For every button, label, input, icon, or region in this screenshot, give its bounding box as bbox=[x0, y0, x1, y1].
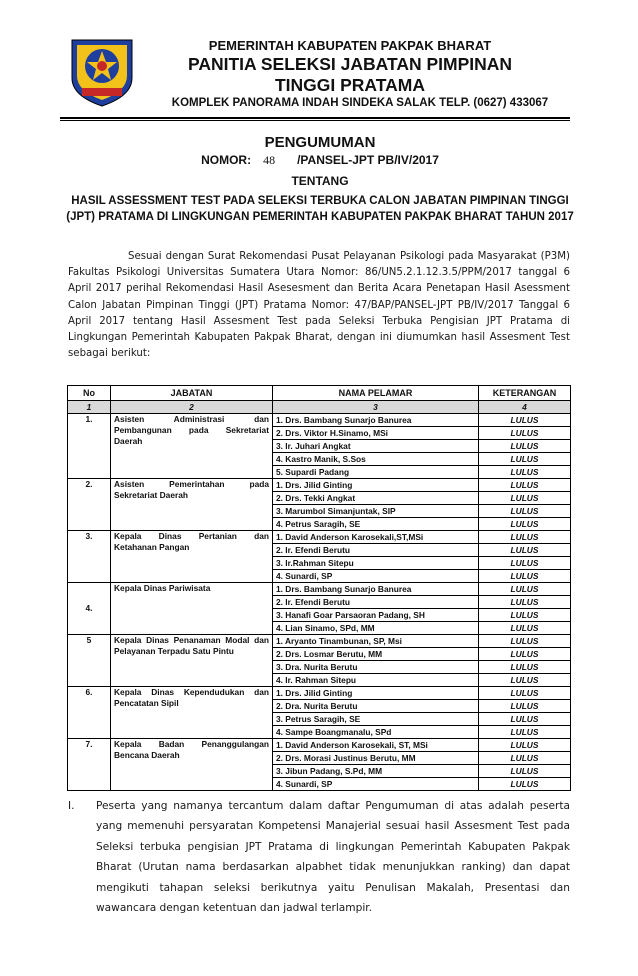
column-number-row bbox=[68, 401, 571, 414]
cell-keterangan: LULUS bbox=[479, 609, 571, 622]
cell-nama: 4. Lian Sinamo, SPd, MM bbox=[273, 622, 479, 635]
cell-nama: 1. David Anderson Karosekali,ST,MSi bbox=[273, 531, 479, 544]
cell-keterangan: LULUS bbox=[479, 674, 571, 687]
header-divider-thin bbox=[60, 120, 570, 121]
cell-keterangan: LULUS bbox=[479, 479, 571, 492]
cell-keterangan: LULUS bbox=[479, 713, 571, 726]
cell-jabatan: Kepala Dinas Kependudukan dan Pencatatan Sipil bbox=[111, 687, 273, 739]
cell-nama: 1. Drs. Bambang Sunarjo Banurea bbox=[273, 583, 479, 596]
cell-nama: 3. Dra. Nurita Berutu bbox=[273, 661, 479, 674]
cell-no: 3. bbox=[68, 531, 111, 583]
cell-nama: 1. Drs. Jilid Ginting bbox=[273, 479, 479, 492]
header-address: KOMPLEK PANORAMA INDAH SINDEKA SALAK TELP. (0627) 433067 bbox=[171, 97, 549, 109]
cell-nama: 4. Sampe Boangmanalu, SPd bbox=[273, 726, 479, 739]
table-row bbox=[68, 687, 571, 700]
cell-keterangan: LULUS bbox=[479, 622, 571, 635]
cell-nama: 3. Jibun Padang, S.Pd, MM bbox=[273, 765, 479, 778]
cell-nama: 2. Drs. Tekki Angkat bbox=[273, 492, 479, 505]
notes-list bbox=[68, 796, 570, 918]
cell-jabatan: Asisten Pemerintahan pada Sekretariat Daerah bbox=[111, 479, 273, 531]
col-header-nama: NAMA PELAMAR bbox=[273, 386, 479, 401]
table-row bbox=[68, 583, 571, 596]
note-item bbox=[68, 796, 570, 918]
doc-title: PENGUMUMAN bbox=[264, 134, 376, 151]
cell-no: 5 bbox=[68, 635, 111, 687]
table-row bbox=[68, 531, 571, 544]
table-header-row bbox=[68, 386, 571, 401]
cell-keterangan: LULUS bbox=[479, 635, 571, 648]
cell-no: 7. bbox=[68, 739, 111, 791]
cell-nama: 2. Ir. Efendi Berutu bbox=[273, 596, 479, 609]
cell-keterangan: LULUS bbox=[479, 505, 571, 518]
header-committee: PANITIA SELEKSI JABATAN PIMPINAN bbox=[187, 54, 513, 74]
cell-keterangan: LULUS bbox=[479, 661, 571, 674]
cell-keterangan: LULUS bbox=[479, 414, 571, 427]
col-number: 4 bbox=[479, 401, 571, 414]
cell-keterangan: LULUS bbox=[479, 778, 571, 791]
cell-no: 1. bbox=[68, 414, 111, 479]
doc-subject: HASIL ASSESSMENT TEST PADA SELEKSI TERBUKA CALON JABATAN PIMPINAN TINGGI (JPT) PRATAMA DI LINGKUNGAN PEMERINTAH KABUPATEN PAKPAK BHARAT TAHUN 2017 bbox=[66, 195, 574, 223]
cell-keterangan: LULUS bbox=[479, 440, 571, 453]
cell-keterangan: LULUS bbox=[479, 466, 571, 479]
cell-nama: 3. Marumbol Simanjuntak, SIP bbox=[273, 505, 479, 518]
cell-keterangan: LULUS bbox=[479, 648, 571, 661]
note-marker: I. bbox=[68, 800, 75, 812]
cell-nama: 4. Sunardi, SP bbox=[273, 570, 479, 583]
cell-nama: 4. Petrus Saragih, SE bbox=[273, 518, 479, 531]
cell-nama: 2. Drs. Morasi Justinus Berutu, MM bbox=[273, 752, 479, 765]
col-header-jabatan: JABATAN bbox=[111, 386, 273, 401]
cell-keterangan: LULUS bbox=[479, 518, 571, 531]
cell-keterangan: LULUS bbox=[479, 427, 571, 440]
cell-nama: 2. Ir. Efendi Berutu bbox=[273, 544, 479, 557]
cell-keterangan: LULUS bbox=[479, 570, 571, 583]
table-row bbox=[68, 479, 571, 492]
doc-number bbox=[60, 153, 580, 168]
col-header-keterangan: KETERANGAN bbox=[479, 386, 571, 401]
cell-keterangan: LULUS bbox=[479, 765, 571, 778]
nomor-label: NOMOR: bbox=[201, 153, 252, 167]
col-number: 3 bbox=[273, 401, 479, 414]
nomor-suffix: /PANSEL-JPT PB/IV/2017 bbox=[297, 153, 439, 167]
cell-nama: 3. Hanafi Goar Parsaoran Padang, SH bbox=[273, 609, 479, 622]
cell-no: 4. bbox=[68, 583, 111, 635]
cell-nama: 4. Kastro Manik, S.Sos bbox=[273, 453, 479, 466]
cell-nama: 2. Drs. Losmar Berutu, MM bbox=[273, 648, 479, 661]
header-committee-line2: TINGGI PRATAMA bbox=[274, 75, 426, 95]
cell-keterangan: LULUS bbox=[479, 726, 571, 739]
col-header-no: No bbox=[68, 386, 111, 401]
cell-nama: 4. Ir. Rahman Sitepu bbox=[273, 674, 479, 687]
cell-no: 2. bbox=[68, 479, 111, 531]
cell-nama: 3. Petrus Saragih, SE bbox=[273, 713, 479, 726]
cell-keterangan: LULUS bbox=[479, 739, 571, 752]
cell-keterangan: LULUS bbox=[479, 687, 571, 700]
col-number: 1 bbox=[68, 401, 111, 414]
doc-tentang: TENTANG bbox=[291, 174, 349, 188]
cell-no: 6. bbox=[68, 687, 111, 739]
results-table bbox=[67, 385, 571, 791]
note-text: Peserta yang namanya tercantum dalam daftar Pengumuman di atas adalah peserta yang memenuhi persyaratan Kompetensi Manajerial sesuai hasil Assesment Test pada Seleksi terbuka pengisian JPT Pratama di lingkungan Pemerintah Kabupaten Pakpak Bharat (Urutan nama berdasarkan alpabhet tidak menunjukkan ranking) dan dapat mengikuti tahapan seleksi berikutnya yaitu Penulisan Makalah, Presentasi dan wawancara dengan ketentuan dan jadwal terlampir. bbox=[96, 800, 570, 915]
cell-keterangan: LULUS bbox=[479, 557, 571, 570]
cell-nama: 1. Aryanto Tinambunan, SP, Msi bbox=[273, 635, 479, 648]
cell-jabatan: Kepala Dinas Penanaman Modal dan Pelayanan Terpadu Satu Pintu bbox=[111, 635, 273, 687]
cell-nama: 1. Drs. Jilid Ginting bbox=[273, 687, 479, 700]
cell-jabatan: Kepala Dinas Pertanian dan Ketahanan Pangan bbox=[111, 531, 273, 583]
table-row bbox=[68, 739, 571, 752]
table-row bbox=[68, 635, 571, 648]
cell-nama: 2. Dra. Nurita Berutu bbox=[273, 700, 479, 713]
cell-keterangan: LULUS bbox=[479, 583, 571, 596]
cell-nama: 2. Drs. Viktor H.Sinamo, MSi bbox=[273, 427, 479, 440]
table-row bbox=[68, 414, 571, 427]
header-divider bbox=[60, 117, 570, 119]
nomor-value: 48 bbox=[263, 153, 276, 167]
cell-jabatan: Asisten Administrasi dan Pembangunan pada Sekretariat Daerah bbox=[111, 414, 273, 479]
cell-keterangan: LULUS bbox=[479, 752, 571, 765]
cell-jabatan: Kepala Badan Penanggulangan Bencana Daerah bbox=[111, 739, 273, 791]
cell-nama: 1. David Anderson Karosekali, ST, MSi bbox=[273, 739, 479, 752]
header-government: PEMERINTAH KABUPATEN PAKPAK BHARAT bbox=[208, 38, 492, 53]
cell-nama: 3. Ir.Rahman Sitepu bbox=[273, 557, 479, 570]
cell-nama: 1. Drs. Bambang Sunarjo Banurea bbox=[273, 414, 479, 427]
cell-keterangan: LULUS bbox=[479, 596, 571, 609]
intro-paragraph: Sesuai dengan Surat Rekomendasi Pusat Pelayanan Psikologi pada Masyarakat (P3M) Fakultas Psikologi Universitas Sumatera Utara Nomor: 86/UN5.2.1.12.3.5/PPM/2017 tanggal 6 April 2017 perihal Rekomendasi Hasil Asesesment dan Berita Acara Penetapan Hasil Asessment Calon Jabatan Pimpinan Tinggi (JPT) Pratama Nomor: 47/BAP/PANSEL-JPT PB/IV/2017 Tanggal 6 April 2017 tentang Hasil Assesment Test pada Seleksi Terbuka Pengisian JPT Pratama di Lingkungan Pemerintah Kabupaten Pakpak Bharat, dengan ini diumumkan hasil Assesment Test sebagai berikut: bbox=[68, 251, 570, 360]
cell-nama: 3. Ir. Juhari Angkat bbox=[273, 440, 479, 453]
cell-jabatan: Kepala Dinas Pariwisata bbox=[111, 583, 273, 635]
cell-nama: 4. Sunardi, SP bbox=[273, 778, 479, 791]
cell-keterangan: LULUS bbox=[479, 492, 571, 505]
cell-keterangan: LULUS bbox=[479, 700, 571, 713]
col-number: 2 bbox=[111, 401, 273, 414]
cell-keterangan: LULUS bbox=[479, 544, 571, 557]
cell-keterangan: LULUS bbox=[479, 453, 571, 466]
cell-nama: 5. Supardi Padang bbox=[273, 466, 479, 479]
cell-keterangan: LULUS bbox=[479, 531, 571, 544]
